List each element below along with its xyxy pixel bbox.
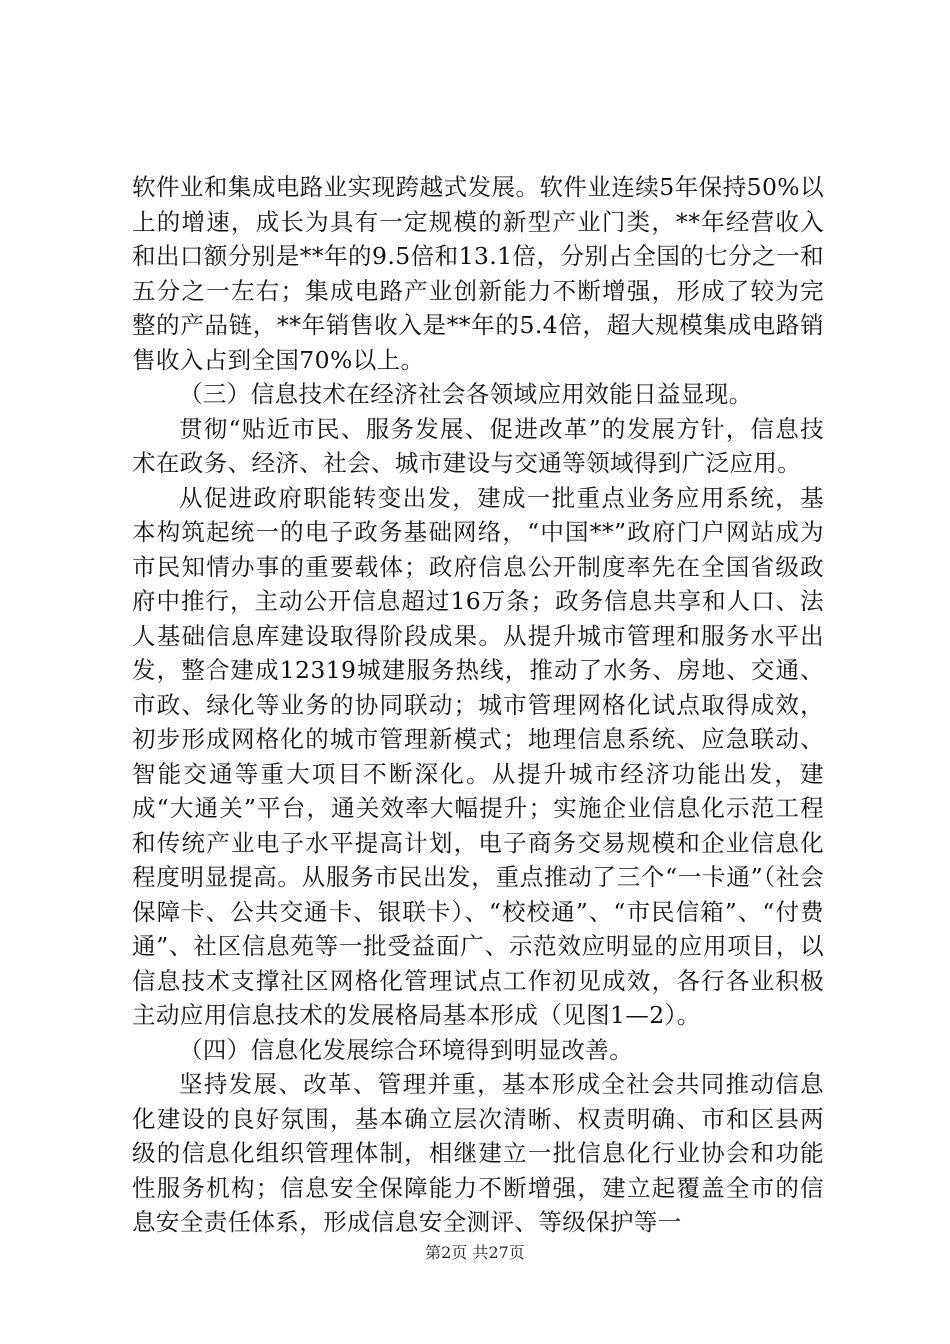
paragraph-environment: 坚持发展、改革、管理并重，基本形成全社会共同推动信息化建设的良好氛围，基本确立层次清晰、权责明确、市和区县两级的信息化组织管理体制，相继建立一批信息化行业协会和功能性服务机构；信息安全保障能力不断增强，建立起覆盖全市的信息安全责任体系，形成信息安全测评、等级保护等一 bbox=[132, 1070, 824, 1236]
section-heading-4: （四）信息化发展综合环境得到明显改善。 bbox=[179, 1035, 634, 1064]
paragraph-software-ic: 软件业和集成电路业实现跨越式发展。软件业连续5年保持50%以上的增速，成长为具有一定规模的新型产业门类，**年经营收入和出口额分别是**年的9.5倍和13.1倍，分别占全国的七分之一和五分之一左右；集成电路产业创新能力不断增强，形成了较为完整的产品链，**年销售收入是**年的5.4倍，超大规模集成电路销售收入占到全国70%以上。 bbox=[132, 173, 824, 374]
section-heading-3: （三）信息技术在经济社会各领域应用效能日益显现。 bbox=[179, 380, 753, 408]
paragraph-applications: 从促进政府职能转变出发，建成一批重点业务应用系统，基本构筑起统一的电子政务基础网络，“中国**”政府门户网站成为市民知情办事的重要载体；政府信息公开制度率先在全国省级政府中推行，主动公开信息超过16万条；政务信息共享和人口、法人基础信息库建设取得阶段成果。从提升城市管理和服务水平出发，整合建成12319城建服务热线，推动了水务、房地、交通、市政、绿化等业务的协同联动；城市管理网格化试点取得成效，初步形成网格化的城市管理新模式；地理信息系统、应急联动、智能交通等重大项目不断深化。从提升城市经济功能出发，建成“大通关”平台，通关效率大幅提升；实施企业信息化示范工程和传统产业电子水平提高计划，电子商务交易规模和企业信息化程度明显提高。从服务市民出发，重点推动了三个“一卡通”（社会保障卡、公共交通卡、银联卡）、“校校通”、“市民信箱”、“付费通”、社区信息苑等一批受益面广、示范效应明显的应用项目，以信息技术支撑社区网格化管理试点工作初见成效，各行各业积极主动应用信息技术的发展格局基本形成（见图1—2）。 bbox=[132, 483, 824, 1029]
document-body bbox=[132, 170, 824, 1240]
page-footer: 第2页 共27页 bbox=[425, 1243, 525, 1262]
paragraph-policy: 贯彻“贴近市民、服务发展、促进改革”的发展方针，信息技术在政务、经济、社会、城市建设与交通等领域得到广泛应用。 bbox=[132, 414, 824, 477]
